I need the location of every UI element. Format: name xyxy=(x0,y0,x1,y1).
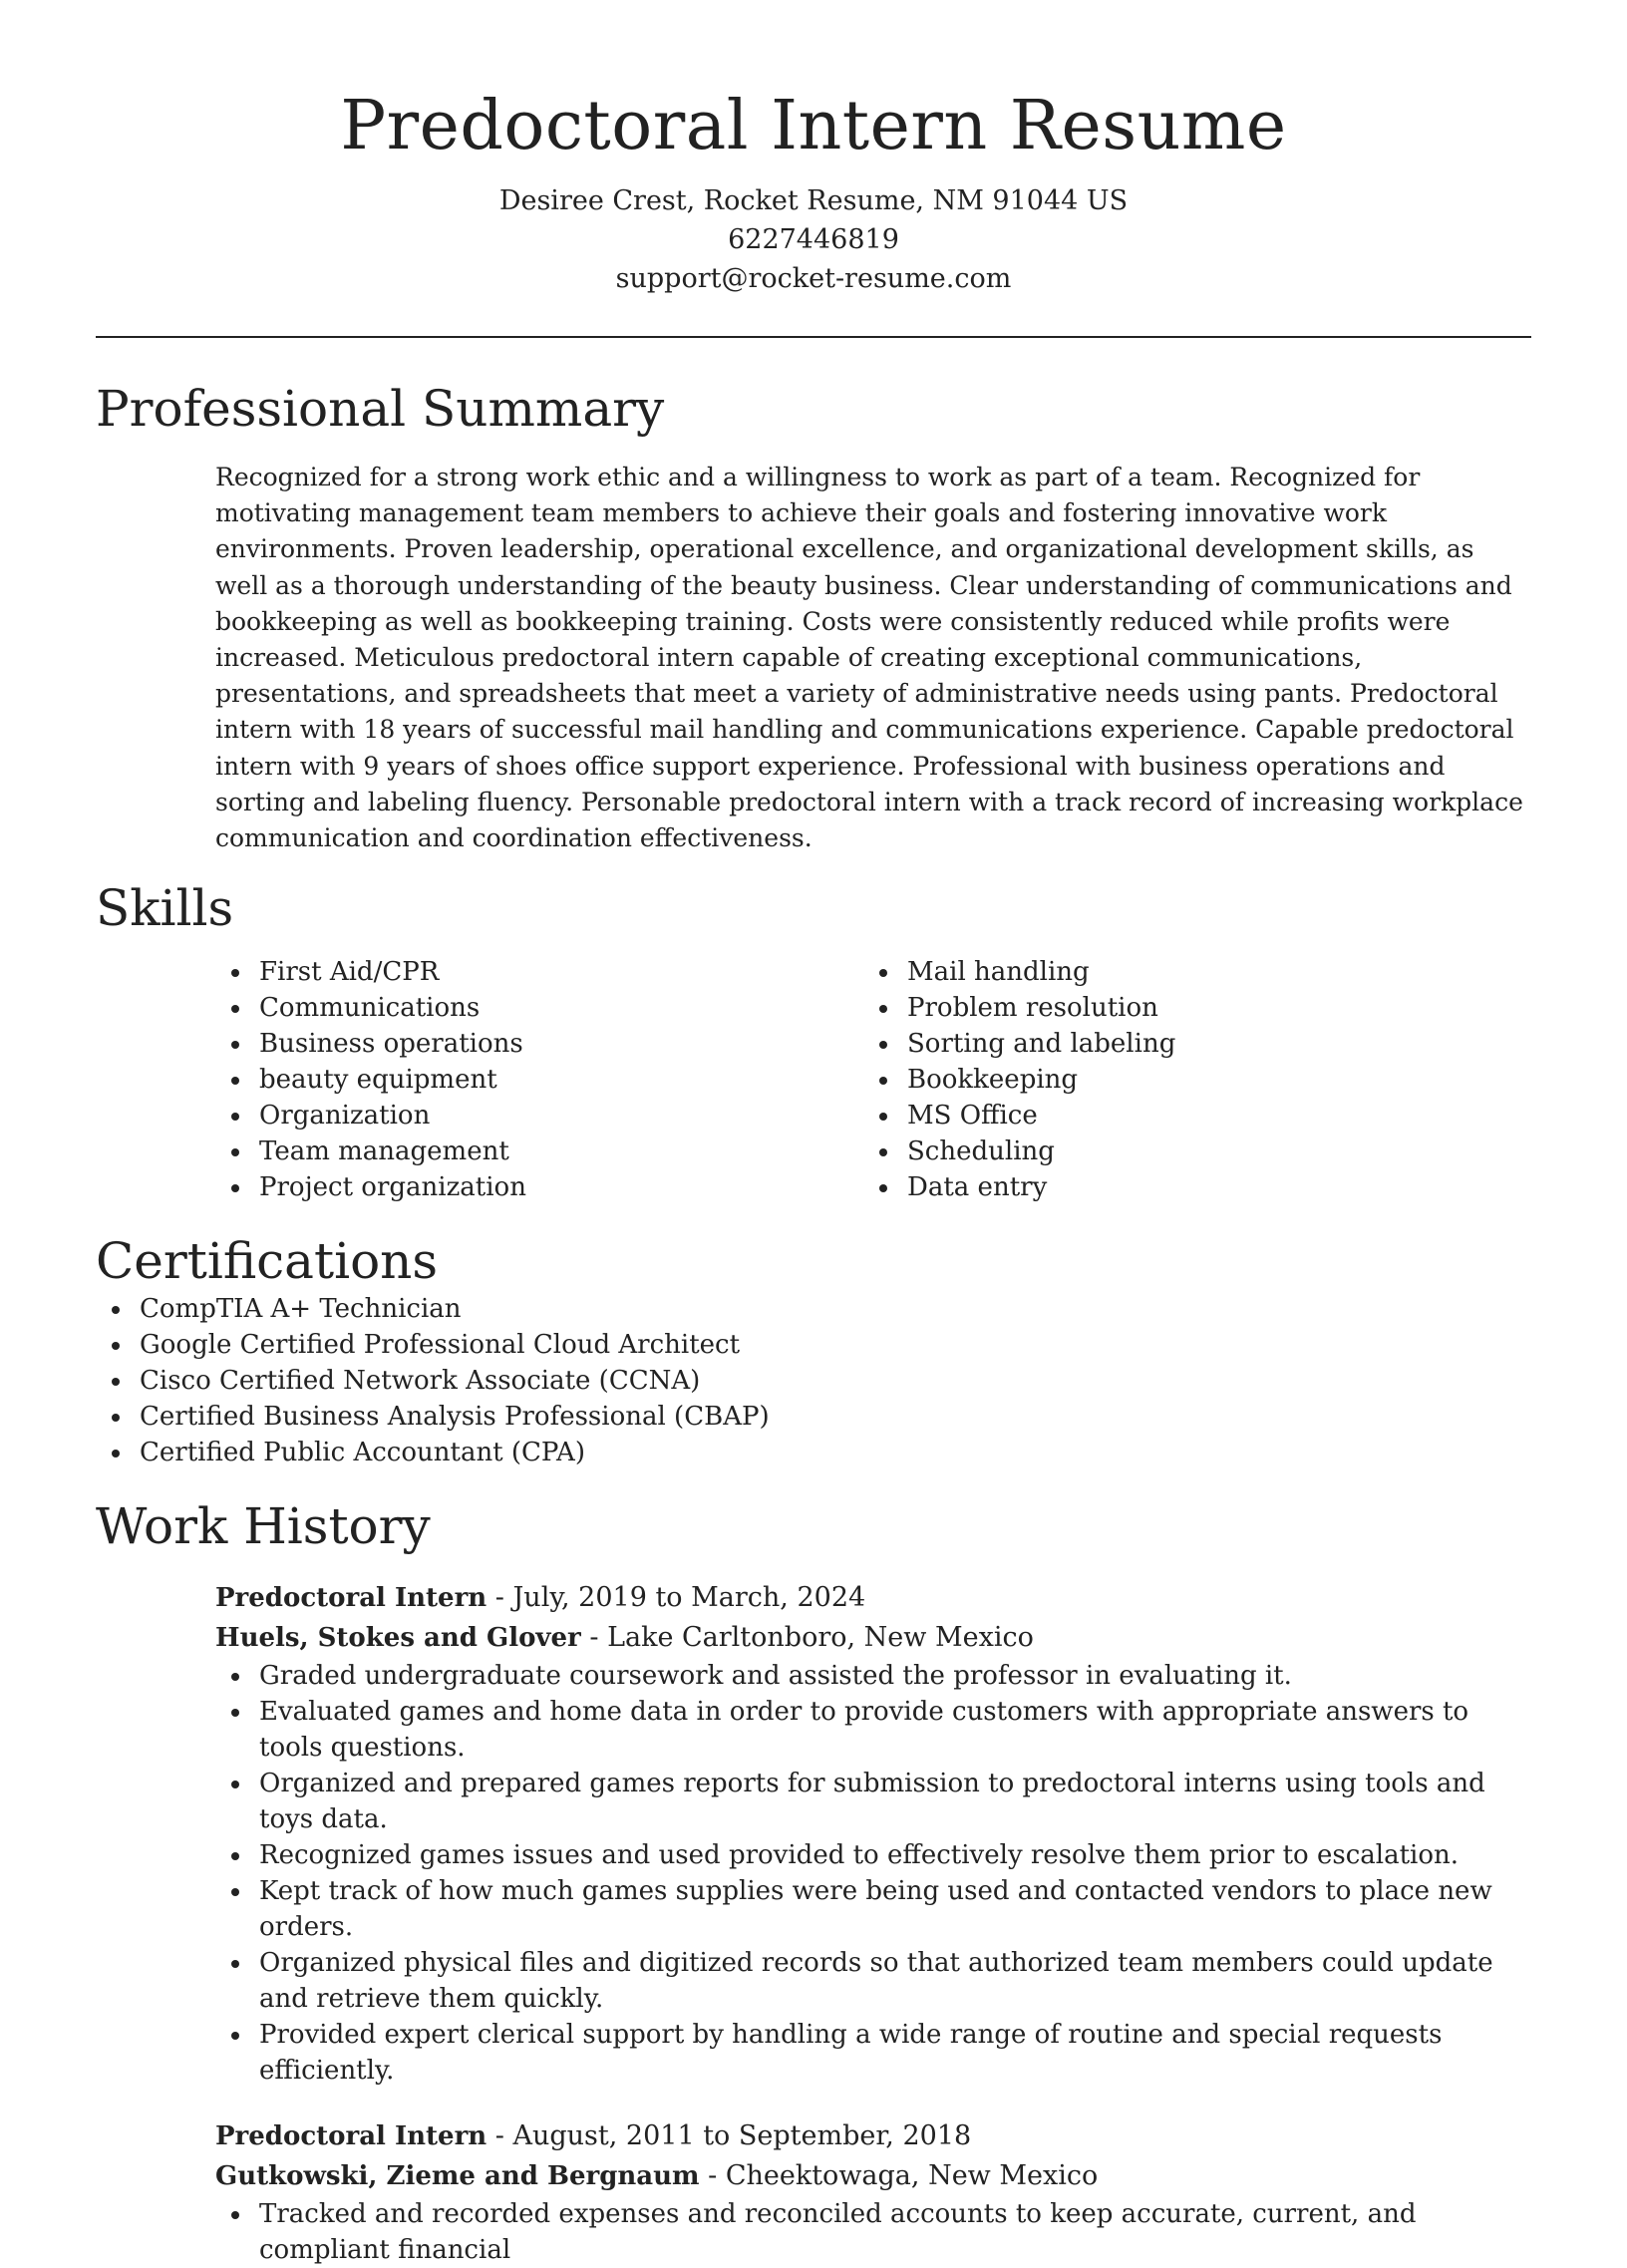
skill-item: Scheduling xyxy=(863,1134,1511,1169)
skill-item: Business operations xyxy=(215,1026,863,1062)
skills-column-right xyxy=(863,954,1511,1205)
certifications-list xyxy=(96,1291,1531,1470)
skill-item: MS Office xyxy=(863,1098,1511,1134)
skill-item: beauty equipment xyxy=(215,1062,863,1098)
job-duty-item: Provided expert clerical support by handling a wide range of routine and special requests efficiently. xyxy=(215,2017,1531,2089)
certifications-section xyxy=(96,1231,1531,1470)
summary-text: Recognized for a strong work ethic and a willingness to work as part of a team. Recognized for motivating management team members to achieve their goals and fostering innovative work environments. Proven leadership, operational excellence, and organizational development skills, as well as a thorough understanding of the beauty business. Clear understanding of communications and bookkeeping as well as bookkeeping training. Costs were consistently reduced while profits were increased. Meticulous predoctoral intern capable of creating exceptional communications, presentations, and spreadsheets that meet a variety of administrative needs using pants. Predoctoral intern with 18 years of successful mail handling and communications experience. Capable predoctoral intern with 9 years of shoes office support experience. Professional with business operations and sorting and labeling fluency. Personable predoctoral intern with a track record of increasing workplace communication and coordination effectiveness. xyxy=(215,463,1523,853)
work-history-heading: Work History xyxy=(96,1497,431,1556)
skills-list-left xyxy=(215,954,863,1205)
skills-grid xyxy=(215,954,1531,1205)
contact-address: Desiree Crest, Rocket Resume, NM 91044 US xyxy=(498,185,1129,216)
certification-item: CompTIA A+ Technician xyxy=(96,1291,1531,1327)
contact-block xyxy=(96,181,1531,298)
summary-heading: Professional Summary xyxy=(96,380,665,438)
job-title: Predoctoral Intern xyxy=(215,2121,488,2152)
skill-item: Communications xyxy=(215,990,863,1026)
certification-item: Certified Business Analysis Professional (CBAP) xyxy=(96,1399,1531,1435)
job-duty-item: Kept track of how much games supplies were being used and contacted vendors to place new orders. xyxy=(215,1873,1531,1945)
job-company-line: Gutkowski, Zieme and Bergnaum - Cheektowaga, New Mexico xyxy=(215,2160,1099,2192)
job-duty-item: Recognized games issues and used provided to effectively resolve them prior to escalation. xyxy=(215,1837,1531,1873)
contact-phone: 6227446819 xyxy=(728,224,899,255)
job-duty-item: Tracked and recorded expenses and reconciled accounts to keep accurate, current, and compliant financial xyxy=(215,2196,1531,2268)
job-location: Cheektowaga, New Mexico xyxy=(725,2160,1099,2192)
job-dates: July, 2019 to March, 2024 xyxy=(512,1582,866,1614)
skills-section xyxy=(96,878,1531,1205)
job-duties-list xyxy=(215,1658,1531,2089)
job-title: Predoctoral Intern xyxy=(215,1583,488,1614)
job-duty-item: Graded undergraduate coursework and assisted the professor in evaluating it. xyxy=(215,1658,1531,1694)
job-entry xyxy=(215,2116,1531,2268)
job-duty-item: Organized and prepared games reports for submission to predoctoral interns using tools and toys data. xyxy=(215,1766,1531,1837)
skill-item: Mail handling xyxy=(863,954,1511,990)
skill-item: Project organization xyxy=(215,1169,863,1205)
contact-email: support@rocket-resume.com xyxy=(615,263,1012,294)
job-company-line: Huels, Stokes and Glover - Lake Carltonboro, New Mexico xyxy=(215,1622,1034,1654)
job-company: Gutkowski, Zieme and Bergnaum xyxy=(215,2161,700,2192)
certifications-heading: Certifications xyxy=(96,1232,439,1291)
job-duty-item: Evaluated games and home data in order to provide customers with appropriate answers to tools questions. xyxy=(215,1694,1531,1766)
job-entry xyxy=(215,1578,1531,2089)
job-location: Lake Carltonboro, New Mexico xyxy=(607,1622,1034,1654)
skills-column-left xyxy=(215,954,863,1205)
summary-section xyxy=(96,379,1531,856)
job-title-line: Predoctoral Intern - July, 2019 to March, 2024 xyxy=(215,1582,866,1614)
skill-item: Organization xyxy=(215,1098,863,1134)
skill-item: Bookkeeping xyxy=(863,1062,1511,1098)
resume-page xyxy=(96,0,1531,2268)
page-title: Predoctoral Intern Resume xyxy=(340,87,1287,165)
job-company: Huels, Stokes and Glover xyxy=(215,1623,581,1654)
skill-item: Sorting and labeling xyxy=(863,1026,1511,1062)
header-divider xyxy=(96,336,1531,338)
skills-heading: Skills xyxy=(96,879,234,938)
skill-item: First Aid/CPR xyxy=(215,954,863,990)
certification-item: Cisco Certified Network Associate (CCNA) xyxy=(96,1363,1531,1399)
job-duties-list xyxy=(215,2196,1531,2268)
certification-item: Google Certified Professional Cloud Architect xyxy=(96,1327,1531,1363)
job-dates: August, 2011 to September, 2018 xyxy=(512,2120,972,2152)
work-history-section xyxy=(96,1496,1531,2268)
certification-item: Certified Public Accountant (CPA) xyxy=(96,1435,1531,1470)
skill-item: Data entry xyxy=(863,1169,1511,1205)
skills-list-right xyxy=(863,954,1511,1205)
job-duty-item: Organized physical files and digitized records so that authorized team members could update and retrieve them quickly. xyxy=(215,1945,1531,2017)
skill-item: Problem resolution xyxy=(863,990,1511,1026)
skill-item: Team management xyxy=(215,1134,863,1169)
job-title-line: Predoctoral Intern - August, 2011 to September, 2018 xyxy=(215,2120,972,2152)
